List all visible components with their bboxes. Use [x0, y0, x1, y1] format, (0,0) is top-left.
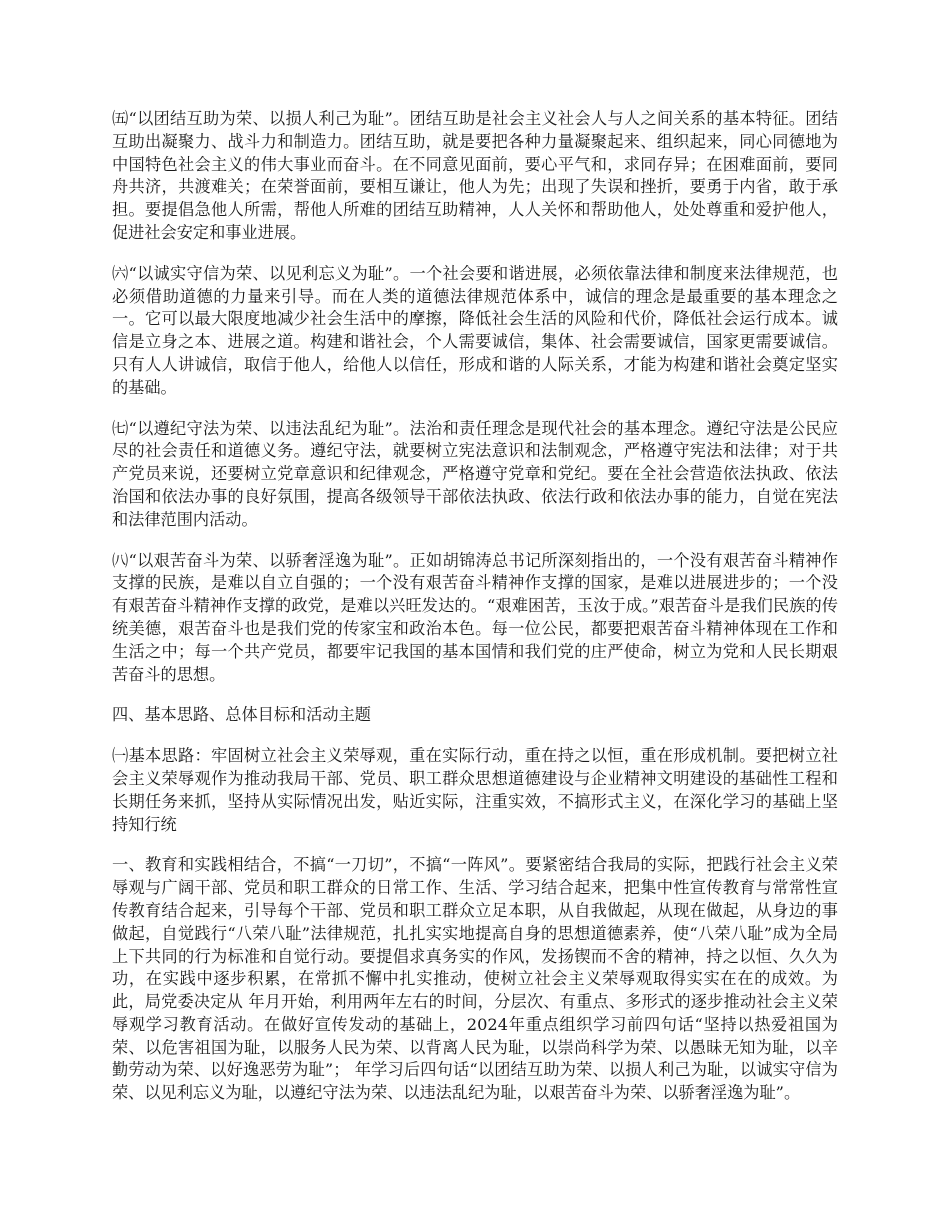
section-heading: 四、基本思路、总体目标和活动主题	[112, 705, 371, 725]
paragraph-5-solidarity: ㈤“以团结互助为荣、以损人利己为耻”。团结互助是社会主义社会人与人之间关系的基本特征。团结互助出凝聚力、战斗力和制造力。团结互助，就是要把各种力量凝聚起来、组织起来，同心同德地为中国特色社会主义的伟大事业而奋斗。在不同意见面前，要心平气和，求同存异；在困难面前，要同舟共济，共渡难关；在荣誉面前，要相互谦让，他人为先；出现了失误和挫折，要勇于内省，敢于承担。要提倡急他人所需，帮他人所难的团结互助精神，人人关怀和帮助他人，处处尊重和爱护他人，促进社会安定和事业进展。	[112, 109, 838, 242]
paragraph-7-law: ㈦“以遵纪守法为荣、以违法乱纪为耻”。法治和责任理念是现代社会的基本理念。遵纪守法是公民应尽的社会责任和道德义务。遵纪守法，就要树立宪法意识和法制观念，严格遵守宪法和法律；对于共产党员来说，还要树立党章意识和纪律观念，严格遵守党章和党纪。要在全社会营造依法执政、依法治国和依法办事的良好氛围，提高各级领导干部依法执政、依法行政和依法办事的能力，自觉在宪法和法律范围内活动。	[112, 418, 838, 529]
paragraph-6-honesty: ㈥“以诚实守信为荣、以见利忘义为耻”。一个社会要和谐进展，必须依靠法律和制度来法律规范，也必须借助道德的力量来引导。而在人类的道德法律规范体系中，诚信的理念是最重要的基本理念之一。它可以最大限度地减少社会生活中的摩擦，降低社会生活的风险和代价，降低社会运行成本。诚信是立身之本、进展之道。构建和谐社会，个人需要诚信，集体、社会需要诚信，国家更需要诚信。只有人人讲诚信，取信于他人，给他人以信任，形成和谐的人际关系，才能为构建和谐社会奠定坚实的基础。	[112, 263, 838, 397]
paragraph-basic-approach: ㈠基本思路：牢固树立社会主义荣辱观，重在实际行动，重在持之以恒，重在形成机制。要把树立社会主义荣辱观作为推动我局干部、党员、职工群众思想道德建设与企业精神文明建设的基础性工程和长期任务来抓，坚持从实际情况出发，贴近实际，注重实效，不搞形式主义，在深化学习的基础上坚持知行统	[112, 746, 838, 834]
document-page	[112, 108, 838, 1123]
paragraph-education-practice: 一、教育和实践相结合，不搞“一刀切”，不搞“一阵风”。要紧密结合我局的实际，把践行社会主义荣辱观与广阔干部、党员和职工群众的日常工作、生活、学习结合起来，把集中性宣传教育与常常性宣传教育结合起来，引导每个干部、党员和职工群众立足本职，从自我做起，从现在做起，从身边的事做起，自觉践行“八荣八耻”法律规范，扎扎实实地提高自身的思想道德素养，使“八荣八耻”成为全局上下共同的行为标准和自觉行动。要提倡求真务实的作风，发扬锲而不舍的精神，持之以恒、久久为功，在实践中逐步积累，在常抓不懈中扎实推动，使树立社会主义荣辱观取得实实在在的成效。为此，局党委决定从 年月开始，利用两年左右的时间，分层次、有重点、多形式的逐步推动社会主义荣辱观学习教育活动。在做好宣传发动的基础上，2024年重点组织学习前四句话“坚持以热爱祖国为荣、以危害祖国为耻，以服务人民为荣、以背离人民为耻，以崇尚科学为荣、以愚昧无知为耻，以辛勤劳动为荣、以好逸恶劳为耻”； 年学习后四句话“以团结互助为荣、以损人利己为耻，以诚实守信为荣、以见利忘义为耻，以遵纪守法为荣、以违法乱纪为耻，以艰苦奋斗为荣、以骄奢淫逸为耻”。	[112, 855, 838, 1103]
paragraph-8-hard-work: ㈧“以艰苦奋斗为荣、以骄奢淫逸为耻”。正如胡锦涛总书记所深刻指出的，一个没有艰苦奋斗精神作支撑的民族，是难以自立自强的；一个没有艰苦奋斗精神作支撑的国家，是难以进展进步的；一个没有艰苦奋斗精神作支撑的政党，是难以兴旺发达的。“艰难困苦，玉汝于成。”艰苦奋斗是我们民族的传统美德，艰苦奋斗也是我们党的传家宝和政治本色。每一位公民，都要把艰苦奋斗精神体现在工作和生活之中；每一个共产党员，都要牢记我国的基本国情和我们党的庄严使命，树立为党和人民长期艰苦奋斗的思想。	[112, 550, 838, 684]
